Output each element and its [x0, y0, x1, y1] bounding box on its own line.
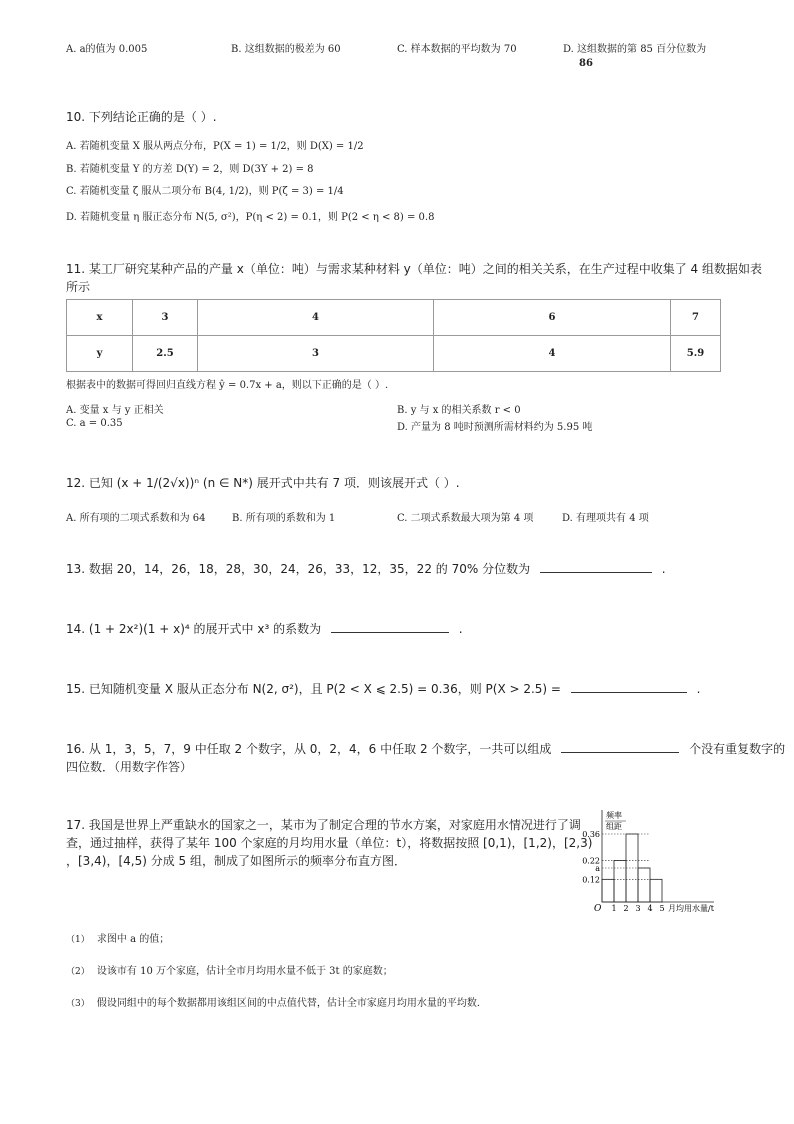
x-tick-label: 3 [635, 904, 641, 913]
q11-stem-line2: 所示 [66, 280, 91, 294]
y-tick-label: 0.22 [582, 856, 600, 866]
q12-option-a: A. 所有项的二项式系数和为 64 [66, 513, 206, 524]
x-tick-label: 4 [647, 904, 653, 913]
q11-stem-line1: 11. 某工厂研究某种产品的产量 x（单位：吨）与需求某种材料 y（单位：吨）之间的相关关系，在生产过程中收集了 4 组数据如表 [66, 262, 762, 276]
q14-stem [66, 620, 463, 637]
table-cell: 4 [198, 300, 434, 336]
table-cell: x [67, 300, 133, 336]
q15-end: . [696, 682, 701, 696]
q13-text: 13. 数据 20，14，26，18，28，30，24，26，33，12，35，22 的 70% 分位数为 [66, 562, 531, 576]
q10-stem: 10. 下列结论正确的是（ ）. [66, 110, 217, 124]
part-number: （1） [66, 935, 90, 945]
y-tick-label: a [595, 864, 600, 873]
y-axis-label-bottom: 组距 [606, 822, 622, 831]
table-row-x [67, 300, 721, 336]
y-tick-label: 0.12 [582, 875, 600, 885]
q17-line2: 查，通过抽样，获得了某年 100 个家庭的月均用水量（单位：t），将数据按照 [0,1)，[1,2)，[2,3) [66, 836, 593, 850]
q16-stem-c: 四位数．（用数字作答） [66, 760, 193, 774]
q9-option-d-cont: 86 [579, 58, 593, 69]
q16-text-a: 16. 从 1，3，5，7，9 中任取 2 个数字，从 0，2，4，6 中任取 2 个数字，一共可以组成 [66, 742, 552, 756]
table-cell: 4 [434, 336, 671, 372]
answer-blank[interactable] [331, 620, 449, 633]
q11-option-b: B. y 与 x 的相关系数 r < 0 [397, 405, 521, 416]
q12-stem: 12. 已知 (x + 1/(2√x))ⁿ (n ∈ N*) 展开式中共有 7 项．则该展开式（ ）. [66, 476, 460, 490]
q15-stem [66, 680, 700, 697]
part-text: 假设同组中的每个数据都用该组区间的中点值代替，估计全市家庭月均用水量的平均数． [96, 998, 487, 1009]
q16-text-b: 个没有重复数字的 [689, 742, 786, 756]
table-cell: 6 [434, 300, 671, 336]
table-cell: 5.9 [671, 336, 721, 372]
answer-blank[interactable] [540, 560, 652, 573]
q17-line3: ，[3,4)，[4,5) 分成 5 组，制成了如图所示的频率分布直方图． [66, 854, 406, 868]
histogram-bar [650, 879, 662, 902]
q11-after: 根据表中的数据可得回归直线方程 ŷ = 0.7x + a，则以下正确的是（ ）. [66, 380, 389, 391]
q12-option-d: D. 有理项共有 4 项 [562, 513, 649, 524]
x-tick-label: 2 [623, 904, 629, 913]
q11-option-a: A. 变量 x 与 y 正相关 [66, 405, 164, 416]
origin-label: O [594, 904, 602, 914]
data-table [66, 299, 721, 372]
q12-option-c: C. 二项式系数最大项为第 4 项 [397, 513, 534, 524]
part-text: 设该市有 10 万个家庭，估计全市月均用水量不低于 3t 的家庭数； [96, 966, 393, 977]
q14-end: . [458, 622, 463, 636]
part-number: （2） [66, 967, 90, 977]
table-cell: 2.5 [133, 336, 198, 372]
q15-text: 15. 已知随机变量 X 服从正态分布 N(2, σ²)，且 P(2 < X ⩽ 2.5) = 0.36，则 P(X > 2.5) = [66, 682, 561, 696]
table-row-y [67, 336, 721, 372]
q17-part-3 [66, 994, 487, 1009]
y-axis-label-top: 频率 [606, 811, 622, 820]
part-number: （3） [66, 999, 90, 1009]
q9-option-b: B. 这组数据的极差为 60 [231, 44, 341, 55]
table-cell: y [67, 336, 133, 372]
table-cell: 3 [198, 336, 434, 372]
q10-option-a: A. 若随机变量 X 服从两点分布，P(X = 1) = 1/2，则 D(X) = 1/2 [66, 141, 364, 152]
q13-end: . [661, 562, 666, 576]
y-tick-label: 0.36 [582, 830, 600, 839]
q13-stem [66, 560, 666, 577]
table-cell: 3 [133, 300, 198, 336]
x-axis-label: 月均用水量/t [668, 904, 714, 913]
q11-option-c: C. a = 0.35 [66, 418, 123, 429]
part-text: 求图中 a 的值； [96, 934, 170, 945]
table-cell: 7 [671, 300, 721, 336]
histogram-bar [614, 860, 626, 902]
q9-option-d: D. 这组数据的第 85 百分位数为 [563, 44, 707, 55]
histogram-bar [602, 879, 614, 902]
q10-option-d: D. 若随机变量 η 服正态分布 N(5, σ²)，P(η < 2) = 0.1，则 P(2 < η < 8) = 0.8 [66, 212, 435, 223]
q9-option-a: A. a的值为 0.005 [66, 44, 148, 55]
answer-blank[interactable] [571, 680, 687, 693]
frequency-histogram [574, 806, 734, 916]
q11-option-d: D. 产量为 8 吨时预测所需材料约为 5.95 吨 [397, 422, 593, 433]
q14-text: 14. (1 + 2x²)(1 + x)⁴ 的展开式中 x³ 的系数为 [66, 622, 322, 636]
q17-line1: 17. 我国是世界上严重缺水的国家之一，某市为了制定合理的节水方案，对家庭用水情况进行了调 [66, 818, 581, 832]
answer-blank[interactable] [561, 740, 679, 753]
q16-stem [66, 740, 785, 757]
q12-option-b: B. 所有项的系数和为 1 [232, 513, 336, 524]
q10-option-b: B. 若随机变量 Y 的方差 D(Y) = 2，则 D(3Y + 2) = 8 [66, 164, 314, 175]
x-tick-label: 5 [659, 904, 665, 913]
q10-option-c: C. 若随机变量 ζ 服从二项分布 B(4, 1/2)，则 P(ζ = 3) = 1/4 [66, 186, 344, 197]
q17-part-1 [66, 930, 169, 945]
q17-part-2 [66, 962, 393, 977]
x-tick-label: 1 [611, 904, 617, 913]
q9-option-c: C. 样本数据的平均数为 70 [397, 44, 517, 55]
histogram-bar [638, 868, 650, 902]
